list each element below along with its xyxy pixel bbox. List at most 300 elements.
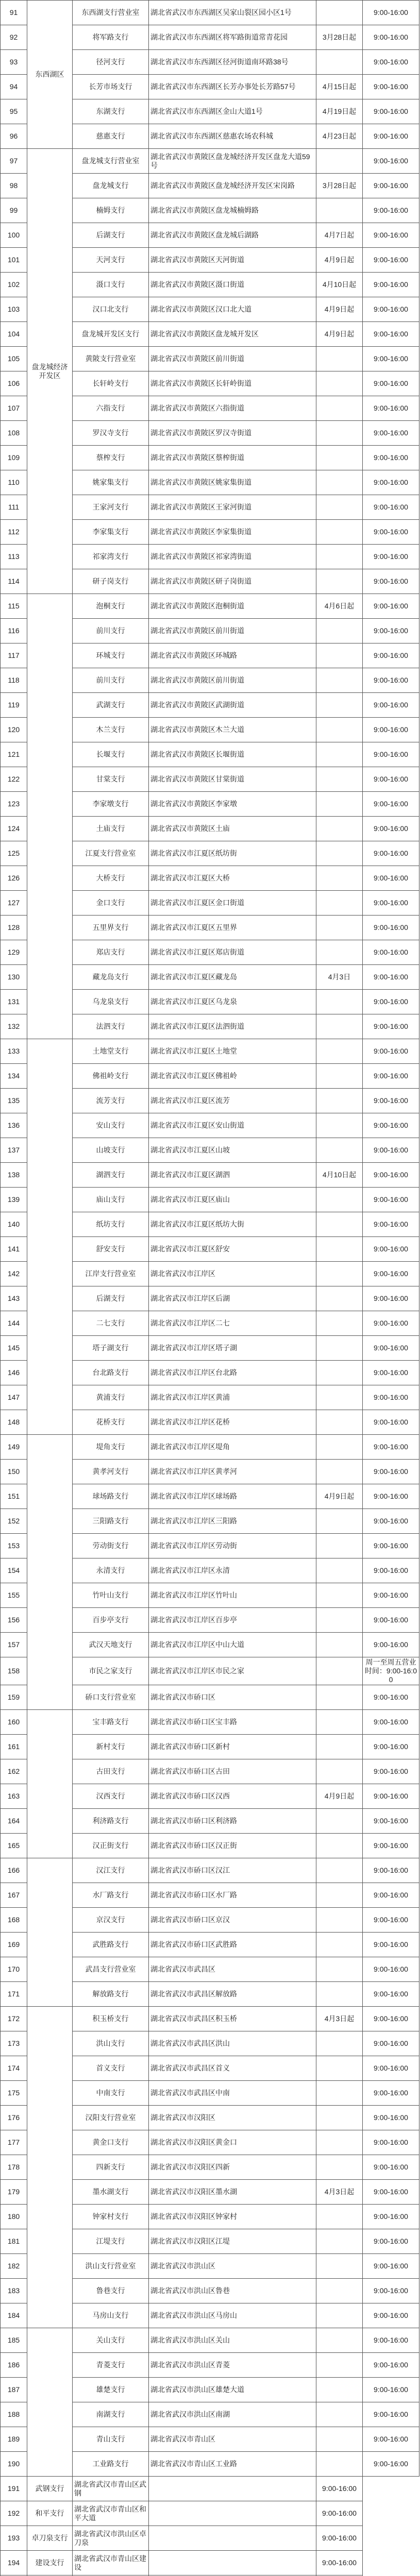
business-hours: 9:00-16:00 [363, 396, 419, 421]
branch-address: 湖北省武汉市青山区武钢 [73, 2477, 149, 2501]
business-hours: 9:00-16:00 [363, 1435, 419, 1460]
row-index: 141 [1, 1237, 27, 1262]
branch-address: 湖北省武汉市黄陂区长堰街道 [149, 742, 316, 767]
branch-name: 三阳路支行 [73, 1509, 149, 1534]
start-date [316, 2081, 363, 2106]
branch-address: 湖北省武汉市江夏区舒安 [149, 1237, 316, 1262]
row-index: 107 [1, 396, 27, 421]
row-index: 173 [1, 2031, 27, 2056]
business-hours: 9:00-16:00 [363, 2353, 419, 2378]
start-date [316, 940, 363, 965]
row-index: 157 [1, 1633, 27, 1657]
start-date [316, 495, 363, 520]
business-hours: 9:00-16:00 [363, 1633, 419, 1657]
business-hours: 9:00-16:00 [363, 990, 419, 1014]
branch-name: 汉正街支行 [73, 1834, 149, 1858]
business-hours: 9:00-16:00 [363, 2031, 419, 2056]
branch-address: 湖北省武汉市江岸区花桥 [149, 1410, 316, 1435]
row-index: 193 [1, 2526, 27, 2551]
row-index: 153 [1, 1534, 27, 1558]
start-date [316, 1558, 363, 1583]
branch-name: 南湖支行 [73, 2402, 149, 2427]
district-cell [27, 2328, 73, 2477]
branch-name: 东湖支行 [73, 99, 149, 124]
start-date [316, 767, 363, 792]
branch-name: 武昌支行营业室 [73, 1957, 149, 1982]
business-hours: 9:00-16:00 [363, 273, 419, 297]
start-date [316, 1361, 363, 1385]
business-hours: 9:00-16:00 [363, 1361, 419, 1385]
row-index: 129 [1, 940, 27, 965]
start-date [149, 2526, 316, 2551]
start-date [316, 718, 363, 742]
branch-address: 湖北省武汉市黄陂区滠口街道 [149, 273, 316, 297]
branch-address: 湖北省武汉市江夏区湖泗 [149, 1163, 316, 1188]
row-index: 140 [1, 1212, 27, 1237]
row-index: 150 [1, 1460, 27, 1484]
branch-name: 前川支行 [73, 619, 149, 643]
branch-name: 径河支行 [73, 50, 149, 75]
branch-name: 利济路支行 [73, 1809, 149, 1834]
branch-name: 土地堂支行 [73, 1039, 149, 1064]
row-index: 125 [1, 841, 27, 866]
row-index: 132 [1, 1014, 27, 1039]
row-index: 94 [1, 75, 27, 99]
business-hours: 9:00-16:00 [363, 965, 419, 990]
row-index: 123 [1, 792, 27, 817]
branch-address: 湖北省武汉市洪山区马房山 [149, 2303, 316, 2328]
start-date [316, 1759, 363, 1784]
branch-name: 长轩岭支行 [73, 371, 149, 396]
branch-address: 湖北省武汉市江岸区劳动街 [149, 1534, 316, 1558]
branch-address: 湖北省武汉市江夏区土地堂 [149, 1039, 316, 1064]
row-index: 103 [1, 297, 27, 322]
row-index: 189 [1, 2427, 27, 2452]
row-index: 134 [1, 1064, 27, 1089]
start-date [316, 2328, 363, 2353]
business-hours: 9:00-16:00 [363, 1834, 419, 1858]
row-index: 148 [1, 1410, 27, 1435]
district-cell [27, 594, 73, 1039]
row-index: 184 [1, 2303, 27, 2328]
row-index: 106 [1, 371, 27, 396]
start-date [316, 891, 363, 916]
business-hours: 9:00-16:00 [363, 1014, 419, 1039]
row-index: 159 [1, 1685, 27, 1710]
business-hours: 9:00-16:00 [363, 1809, 419, 1834]
business-hours: 9:00-16:00 [363, 545, 419, 569]
branch-name: 首义支行 [73, 2056, 149, 2081]
row-index: 112 [1, 520, 27, 545]
business-hours: 9:00-16:00 [363, 1509, 419, 1534]
branch-name: 李家集支行 [73, 520, 149, 545]
start-date [316, 1583, 363, 1608]
branch-address: 湖北省武汉市黄陂区盘龙城经济开发区盘龙大道59号 [149, 149, 316, 174]
row-index: 116 [1, 619, 27, 643]
branch-name: 长芳市场支行 [73, 75, 149, 99]
district-cell [27, 1710, 73, 1858]
branch-address: 湖北省武汉市东西湖区长芳办事处长芳路57号 [149, 75, 316, 99]
branch-name: 二七支行 [73, 1311, 149, 1336]
row-index: 172 [1, 2007, 27, 2031]
branch-address: 湖北省武汉市东西湖区将军路街道常青花园 [149, 25, 316, 50]
start-date [316, 1460, 363, 1484]
branch-address: 湖北省武汉市硚口区汉正街 [149, 1834, 316, 1858]
branch-address: 湖北省武汉市黄陂区姚家集街道 [149, 470, 316, 495]
row-index: 138 [1, 1163, 27, 1188]
row-index: 95 [1, 99, 27, 124]
business-hours: 9:00-16:00 [363, 2279, 419, 2303]
start-date [316, 1657, 363, 1685]
branch-name: 土庙支行 [73, 817, 149, 841]
branch-address: 湖北省武汉市洪山区雄楚大道 [149, 2378, 316, 2402]
table-row [1, 2501, 419, 2526]
start-date [316, 1809, 363, 1834]
branch-name: 姚家集支行 [73, 470, 149, 495]
branch-name: 流芳支行 [73, 1089, 149, 1113]
row-index: 170 [1, 1957, 27, 1982]
row-index: 158 [1, 1657, 27, 1685]
branch-name: 武湖支行 [73, 693, 149, 718]
business-hours: 9:00-16:00 [363, 2328, 419, 2353]
row-index: 179 [1, 2180, 27, 2205]
row-index: 156 [1, 1608, 27, 1633]
branch-address: 湖北省武汉市汉阳区 [149, 2106, 316, 2130]
business-hours: 9:00-16:00 [363, 940, 419, 965]
business-hours: 9:00-16:00 [363, 1163, 419, 1188]
start-date [316, 371, 363, 396]
row-index: 143 [1, 1286, 27, 1311]
branch-name: 滠口支行 [73, 273, 149, 297]
branch-name: 楠姆支行 [73, 198, 149, 223]
start-date: 4月23日起 [316, 124, 363, 149]
start-date [316, 841, 363, 866]
start-date [316, 1311, 363, 1336]
start-date [316, 520, 363, 545]
branch-address: 湖北省武汉市洪山区卓刀泉 [73, 2526, 149, 2551]
row-index: 186 [1, 2353, 27, 2378]
branch-name: 永清支行 [73, 1558, 149, 1583]
row-index: 169 [1, 1933, 27, 1957]
business-hours: 9:00-16:00 [363, 1237, 419, 1262]
branch-name: 劳动街支行 [73, 1534, 149, 1558]
table-row [1, 1858, 419, 1883]
start-date [316, 2254, 363, 2279]
business-hours: 9:00-16:00 [363, 470, 419, 495]
start-date [316, 421, 363, 446]
branch-address: 湖北省武汉市江夏区法泗街道 [149, 1014, 316, 1039]
branch-address: 湖北省武汉市江夏区纸坊大街 [149, 1212, 316, 1237]
district-cell: 东西湖区 [27, 1, 73, 149]
start-date [316, 2031, 363, 2056]
branch-table-body [1, 1, 419, 2576]
branch-address: 湖北省武汉市江岸区黄浦 [149, 1385, 316, 1410]
row-index: 142 [1, 1262, 27, 1286]
row-index: 151 [1, 1484, 27, 1509]
row-index: 98 [1, 174, 27, 198]
branch-name: 武钢支行 [27, 2477, 73, 2501]
branch-name: 积玉桥支行 [73, 2007, 149, 2031]
start-date [316, 1435, 363, 1460]
start-date [316, 916, 363, 940]
business-hours: 9:00-16:00 [363, 1039, 419, 1064]
business-hours: 9:00-16:00 [363, 1883, 419, 1908]
row-index: 102 [1, 273, 27, 297]
row-index: 101 [1, 248, 27, 273]
row-index: 165 [1, 1834, 27, 1858]
business-hours: 9:00-16:00 [363, 668, 419, 693]
branch-address: 湖北省武汉市武昌区首义 [149, 2056, 316, 2081]
business-hours: 9:00-16:00 [363, 495, 419, 520]
row-index: 115 [1, 594, 27, 619]
start-date [316, 470, 363, 495]
row-index: 154 [1, 1558, 27, 1583]
row-index: 194 [1, 2551, 27, 2575]
row-index: 139 [1, 1188, 27, 1212]
branch-address: 湖北省武汉市黄陂区王家河街道 [149, 495, 316, 520]
branch-name: 盘龙城开发区支行 [73, 322, 149, 347]
row-index: 160 [1, 1710, 27, 1735]
business-hours: 9:00-16:00 [316, 2501, 363, 2526]
branch-name: 后湖支行 [73, 223, 149, 248]
branch-name: 新村支行 [73, 1735, 149, 1759]
row-index: 180 [1, 2205, 27, 2229]
business-hours: 9:00-16:00 [363, 1113, 419, 1138]
branch-address: 湖北省武汉市黄陂区李家墩 [149, 792, 316, 817]
business-hours: 9:00-16:00 [363, 1188, 419, 1212]
start-date: 4月9日起 [316, 1484, 363, 1509]
branch-name: 堤角支行 [73, 1435, 149, 1460]
row-index: 163 [1, 1784, 27, 1809]
row-index: 120 [1, 718, 27, 742]
business-hours: 9:00-16:00 [363, 1583, 419, 1608]
branch-name: 江堤支行 [73, 2229, 149, 2254]
business-hours: 9:00-16:00 [363, 2205, 419, 2229]
branch-name: 竹叶山支行 [73, 1583, 149, 1608]
branch-address: 湖北省武汉市黄陂区泡桐街道 [149, 594, 316, 619]
business-hours: 9:00-16:00 [363, 2229, 419, 2254]
row-index: 181 [1, 2229, 27, 2254]
start-date [149, 2551, 316, 2575]
start-date [316, 1138, 363, 1163]
table-row [1, 1, 419, 25]
branch-name: 宝丰路支行 [73, 1710, 149, 1735]
branch-name: 建设支行 [27, 2551, 73, 2575]
branch-address: 湖北省武汉市江岸区竹叶山 [149, 1583, 316, 1608]
row-index: 145 [1, 1336, 27, 1361]
start-date [316, 1834, 363, 1858]
branch-name: 江夏支行营业室 [73, 841, 149, 866]
branch-name: 武胜路支行 [73, 1933, 149, 1957]
branch-address: 湖北省武汉市东西湖区吴家山裂区园小区1号 [149, 1, 316, 25]
branch-address: 湖北省武汉市硚口区汉江 [149, 1858, 316, 1883]
branch-address: 湖北省武汉市黄陂区研子岗街道 [149, 569, 316, 594]
branch-name: 乌龙泉支行 [73, 990, 149, 1014]
branch-address: 湖北省武汉市黄陂区前川街道 [149, 347, 316, 371]
start-date: 4月3日 [316, 965, 363, 990]
branch-address: 湖北省武汉市江岸区市民之家 [149, 1657, 316, 1685]
start-date: 4月9日起 [316, 1784, 363, 1809]
branch-name: 汉阳支行营业室 [73, 2106, 149, 2130]
branch-address: 湖北省武汉市江夏区金口街道 [149, 891, 316, 916]
start-date [149, 2501, 316, 2526]
branch-name: 纸坊支行 [73, 1212, 149, 1237]
start-date [316, 569, 363, 594]
business-hours: 9:00-16:00 [363, 767, 419, 792]
branch-name: 安山支行 [73, 1113, 149, 1138]
business-hours: 9:00-16:00 [363, 520, 419, 545]
row-index: 108 [1, 421, 27, 446]
branch-name: 黄陂支行营业室 [73, 347, 149, 371]
branch-address: 湖北省武汉市洪山区 [149, 2254, 316, 2279]
start-date [316, 396, 363, 421]
branch-address: 湖北省武汉市黄陂区祁家湾街道 [149, 545, 316, 569]
row-index: 152 [1, 1509, 27, 1534]
branch-address: 湖北省武汉市武昌区洪山 [149, 2031, 316, 2056]
start-date [316, 1014, 363, 1039]
branch-address: 湖北省武汉市江夏区流芳 [149, 1089, 316, 1113]
start-date [316, 2229, 363, 2254]
row-index: 188 [1, 2402, 27, 2427]
branch-address: 湖北省武汉市黄陂区木兰大道 [149, 718, 316, 742]
start-date: 4月9日起 [316, 297, 363, 322]
branch-address: 湖北省武汉市硚口区京汉 [149, 1908, 316, 1933]
branch-address: 湖北省武汉市黄陂区盘龙城楠姆路 [149, 198, 316, 223]
row-index: 187 [1, 2378, 27, 2402]
branch-address: 湖北省武汉市硚口区水厂路 [149, 1883, 316, 1908]
start-date [316, 643, 363, 668]
branch-address: 湖北省武汉市汉阳区江堤 [149, 2229, 316, 2254]
row-index: 117 [1, 643, 27, 668]
branch-name: 慈惠支行 [73, 124, 149, 149]
branch-address: 湖北省武汉市武昌区解放路 [149, 1982, 316, 2007]
branch-address: 湖北省武汉市黄陂区前川街道 [149, 619, 316, 643]
start-date [316, 1608, 363, 1633]
business-hours: 9:00-16:00 [363, 371, 419, 396]
branch-address: 湖北省武汉市江岸区三阳路 [149, 1509, 316, 1534]
branch-address: 湖北省武汉市江夏区郑店街道 [149, 940, 316, 965]
business-hours: 9:00-16:00 [363, 817, 419, 841]
start-date: 4月3日起 [316, 2007, 363, 2031]
branch-name: 罗汉寺支行 [73, 421, 149, 446]
branch-name: 金口支行 [73, 891, 149, 916]
branch-address: 湖北省武汉市江岸区黄孝河 [149, 1460, 316, 1484]
business-hours: 9:00-16:00 [363, 643, 419, 668]
table-row [1, 2477, 419, 2501]
start-date [316, 198, 363, 223]
branch-name: 黄金口支行 [73, 2130, 149, 2155]
business-hours: 9:00-16:00 [363, 149, 419, 174]
table-row [1, 149, 419, 174]
district-cell [27, 2007, 73, 2328]
start-date [316, 1, 363, 25]
start-date [316, 1883, 363, 1908]
branch-name: 五里界支行 [73, 916, 149, 940]
branch-name: 东西湖支行营业室 [73, 1, 149, 25]
branch-name: 法泗支行 [73, 1014, 149, 1039]
branch-name: 泡桐支行 [73, 594, 149, 619]
business-hours: 9:00-16:00 [363, 718, 419, 742]
business-hours: 9:00-16:00 [363, 1138, 419, 1163]
branch-address: 湖北省武汉市硚口区古田 [149, 1759, 316, 1784]
row-index: 114 [1, 569, 27, 594]
branch-address: 湖北省武汉市东西湖区金山大道1号 [149, 99, 316, 124]
start-date [316, 1089, 363, 1113]
start-date [316, 2402, 363, 2427]
branch-address: 湖北省武汉市硚口区武胜路 [149, 1933, 316, 1957]
branch-address: 湖北省武汉市武昌区积玉桥 [149, 2007, 316, 2031]
row-index: 97 [1, 149, 27, 174]
business-hours: 9:00-16:00 [363, 223, 419, 248]
branch-address: 湖北省武汉市江岸区百步亭 [149, 1608, 316, 1633]
row-index: 177 [1, 2130, 27, 2155]
branch-address: 湖北省武汉市硚口区 [149, 1685, 316, 1710]
row-index: 113 [1, 545, 27, 569]
branch-name: 舒安支行 [73, 1237, 149, 1262]
row-index: 178 [1, 2155, 27, 2180]
branch-address: 湖北省武汉市黄陂区六指街道 [149, 396, 316, 421]
start-date [316, 1509, 363, 1534]
start-date: 3月28日起 [316, 25, 363, 50]
branch-address: 湖北省武汉市黄陂区汉口北大道 [149, 297, 316, 322]
branch-name: 李家墩支行 [73, 792, 149, 817]
business-hours: 9:00-16:00 [363, 2427, 419, 2452]
branch-name: 墨水湖支行 [73, 2180, 149, 2205]
branch-name: 花桥支行 [73, 1410, 149, 1435]
branch-name: 钟家村支行 [73, 2205, 149, 2229]
business-hours: 9:00-16:00 [363, 446, 419, 470]
row-index: 110 [1, 470, 27, 495]
branch-address: 湖北省武汉市江岸区塔子湖 [149, 1336, 316, 1361]
start-date [316, 1039, 363, 1064]
branch-address: 湖北省武汉市青山区工业路 [149, 2452, 316, 2477]
business-hours: 9:00-16:00 [363, 50, 419, 75]
branch-name: 佛祖岭支行 [73, 1064, 149, 1089]
start-date [316, 2106, 363, 2130]
row-index: 146 [1, 1361, 27, 1385]
branch-address: 湖北省武汉市武昌区中南 [149, 2081, 316, 2106]
start-date [316, 446, 363, 470]
business-hours: 9:00-16:00 [363, 1558, 419, 1583]
row-index: 166 [1, 1858, 27, 1883]
business-hours: 9:00-16:00 [363, 198, 419, 223]
business-hours: 9:00-16:00 [363, 1534, 419, 1558]
business-hours: 9:00-16:00 [363, 1385, 419, 1410]
business-hours: 9:00-16:00 [363, 1735, 419, 1759]
business-hours: 9:00-16:00 [363, 75, 419, 99]
branch-name: 环城支行 [73, 643, 149, 668]
row-index: 176 [1, 2106, 27, 2130]
business-hours: 9:00-16:00 [363, 792, 419, 817]
row-index: 105 [1, 347, 27, 371]
branch-name: 水厂路支行 [73, 1883, 149, 1908]
branch-name: 天河支行 [73, 248, 149, 273]
branch-address: 湖北省武汉市江岸区永清 [149, 1558, 316, 1583]
branch-address: 湖北省武汉市江夏区纸坊街 [149, 841, 316, 866]
start-date [316, 1908, 363, 1933]
branch-address: 湖北省武汉市武昌区 [149, 1957, 316, 1982]
business-hours: 9:00-16:00 [363, 1460, 419, 1484]
row-index: 183 [1, 2279, 27, 2303]
branch-address: 湖北省武汉市洪山区青菱 [149, 2353, 316, 2378]
branch-name: 洪山支行营业室 [73, 2254, 149, 2279]
branch-name: 木兰支行 [73, 718, 149, 742]
branch-name: 研子岗支行 [73, 569, 149, 594]
branch-name: 雄楚支行 [73, 2378, 149, 2402]
branch-name: 球场路支行 [73, 1484, 149, 1509]
start-date [316, 1957, 363, 1982]
start-date [316, 545, 363, 569]
